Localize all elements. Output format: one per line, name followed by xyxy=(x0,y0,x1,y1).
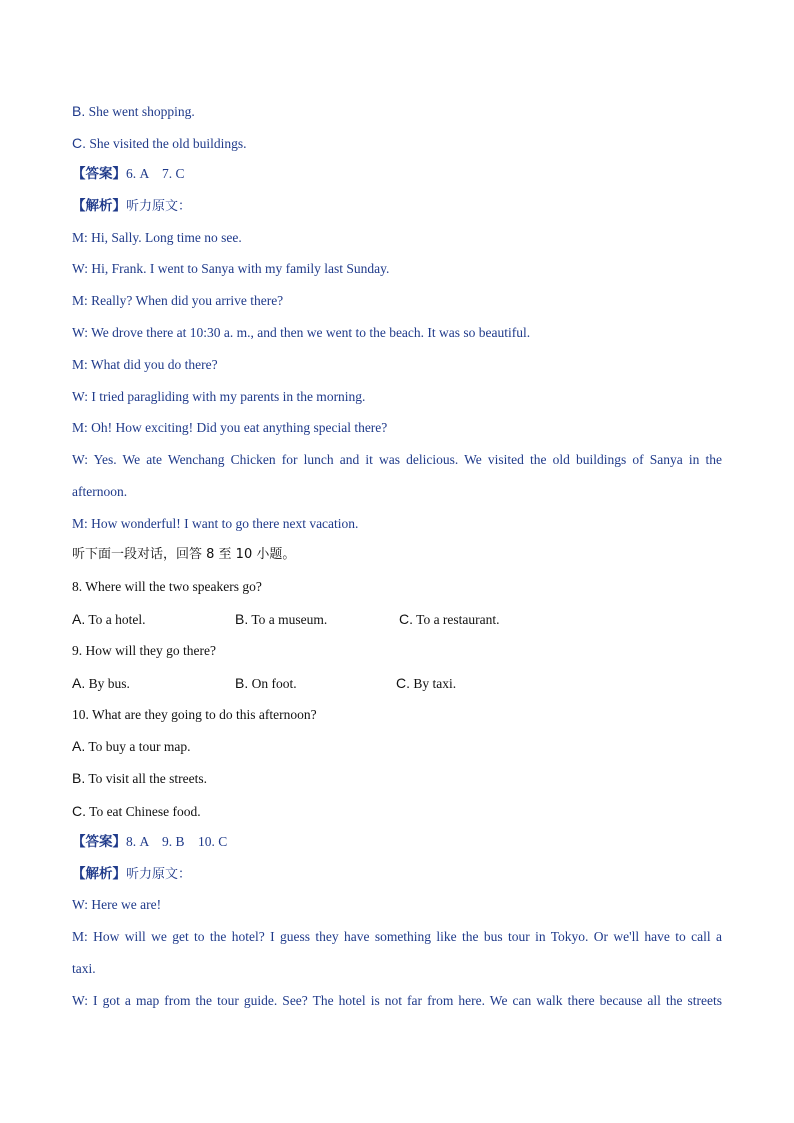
q8-option-c xyxy=(399,609,500,630)
option-text: To a hotel. xyxy=(88,612,146,627)
analysis-8-10 xyxy=(72,864,722,885)
option-letter: B. xyxy=(235,675,249,691)
dialogue-line: M: Really? When did you arrive there? xyxy=(72,293,284,308)
dialogue-line: M: What did you do there? xyxy=(72,357,218,372)
dialogue-line: W: Yes. We ate Wenchang Chicken for lunch and it was delicious. We visited the old buildings of Sanya in the xyxy=(72,452,722,467)
option-letter: A. xyxy=(72,675,86,691)
question-9: 9. How will they go there? xyxy=(72,643,216,658)
option-text: By taxi. xyxy=(413,676,457,691)
option-text: By bus. xyxy=(88,676,130,691)
q8-option-b xyxy=(235,609,327,630)
dialogue-line: M: Hi, Sally. Long time no see. xyxy=(72,230,242,245)
option-text: To a museum. xyxy=(251,612,328,627)
q10-option-b xyxy=(72,768,722,789)
option-letter: B. xyxy=(235,611,249,627)
analysis-text: 听力原文： xyxy=(126,867,192,882)
answer-8-10 xyxy=(72,832,722,852)
q7-option-b xyxy=(72,101,722,122)
option-letter: A. xyxy=(72,738,86,754)
question-10: 10. What are they going to do this afternoon? xyxy=(72,707,317,722)
option-text: On foot. xyxy=(251,676,297,691)
option-letter: B. xyxy=(72,103,86,119)
option-text: She went shopping. xyxy=(88,104,195,119)
q9-options xyxy=(72,673,722,693)
option-letter: C. xyxy=(396,675,410,691)
analysis-tag: 【解析】 xyxy=(72,866,126,882)
analysis-6-7 xyxy=(72,196,722,217)
dialogue-line: W: Hi, Frank. I went to Sanya with my family last Sunday. xyxy=(72,261,390,276)
q10-option-a xyxy=(72,736,722,757)
answer-tag: 【答案】 xyxy=(72,834,126,850)
dialogue-line: W: Here we are! xyxy=(72,897,162,912)
section-instruction: 听下面一段对话，回答 8 至 10 小题。 xyxy=(72,547,296,562)
answer-6-7 xyxy=(72,164,722,184)
dialogue-line: M: Oh! How exciting! Did you eat anything special there? xyxy=(72,420,388,435)
option-text: To a restaurant. xyxy=(416,612,500,627)
q8-option-a xyxy=(72,609,146,630)
answer-text: 8. A 9. B 10. C xyxy=(126,834,228,849)
answer-tag: 【答案】 xyxy=(72,166,126,182)
option-letter: C. xyxy=(72,135,86,151)
dialogue-line: W: We drove there at 10:30 a. m., and then we went to the beach. It was so beautiful. xyxy=(72,325,531,340)
dialogue-line: M: How will we get to the hotel? I guess they have something like the bus tour in Tokyo. Or we'll have to call a xyxy=(72,929,722,944)
dialogue-line: W: I tried paragliding with my parents in the morning. xyxy=(72,389,366,404)
option-letter: B. xyxy=(72,770,86,786)
option-letter: A. xyxy=(72,611,86,627)
q9-option-c xyxy=(396,673,456,694)
q9-option-a xyxy=(72,673,130,694)
question-8: 8. Where will the two speakers go? xyxy=(72,579,262,594)
analysis-text: 听力原文： xyxy=(126,199,192,214)
option-letter: C. xyxy=(399,611,413,627)
dialogue-line: M: How wonderful! I want to go there next vacation. xyxy=(72,516,359,531)
q8-options xyxy=(72,609,722,629)
analysis-tag: 【解析】 xyxy=(72,198,126,214)
option-letter: C. xyxy=(72,803,86,819)
option-text: To eat Chinese food. xyxy=(89,804,201,819)
option-text: To visit all the streets. xyxy=(88,771,208,786)
q9-option-b xyxy=(235,673,297,694)
option-text: She visited the old buildings. xyxy=(89,136,247,151)
answer-text: 6. A 7. C xyxy=(126,166,185,181)
dialogue-line: taxi. xyxy=(72,961,96,976)
dialogue-line: afternoon. xyxy=(72,484,128,499)
q7-option-c xyxy=(72,133,722,154)
dialogue-line: W: I got a map from the tour guide. See? The hotel is not far from here. We can walk there because all the streets xyxy=(72,993,722,1008)
option-text: To buy a tour map. xyxy=(88,739,191,754)
q10-option-c xyxy=(72,801,722,822)
